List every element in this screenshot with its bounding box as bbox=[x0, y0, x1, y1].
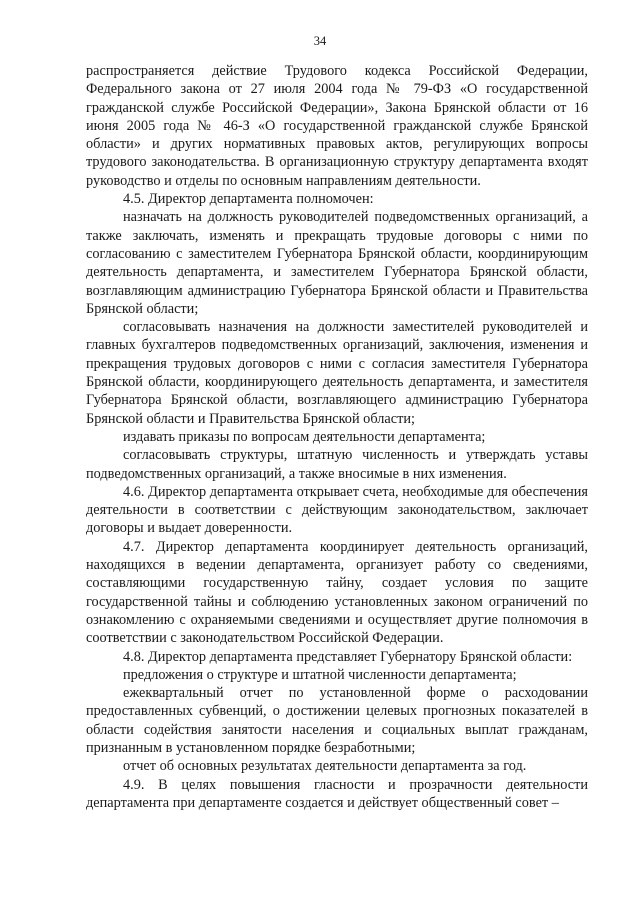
paragraph: согласовывать назначения на должности заместителей руководителей и главных бухгалтеров подведомственных организаций, заключения, изменения и прекращения трудовых договоров с ними с согласия заместителя Губернатора Брянской области, координирующего деятельность департамента, и заместителя Губернатора Брянской области, возглавляющего администрацию Губернатора Брянской области и Правительства Брянской области; bbox=[86, 319, 588, 427]
document-body bbox=[86, 62, 588, 812]
paragraph: 4.8. Директор департамента представляет Губернатору Брянской области: bbox=[123, 648, 573, 665]
paragraph: предложения о структуре и штатной численности департамента; bbox=[123, 666, 517, 683]
paragraph: 4.7. Директор департамента координирует деятельность организаций, находящихся в ведении департамента, организует работу со сведениями, составляющими государственную тайну, создает условия по защите государственной тайны и соблюдению установленных законом ограничений по ознакомлению с охраняемыми сведениями и осуществляет другие полномочия в соответствии с законодательством Российской Федерации. bbox=[86, 538, 588, 647]
paragraph: 4.6. Директор департамента открывает счета, необходимые для обеспечения деятельности в соответствии с действующим законодательством, заключает договоры и выдает доверенности. bbox=[86, 483, 588, 537]
paragraph: распространяется действие Трудового кодекса Российской Федерации, Федерального закона от 27 июля 2004 года № 79-ФЗ «О государственной гражданской службе Российской Федерации», Закона Брянской области от 16 июня 2005 года № 46-З «О государственной гражданской службе Брянской области» и других нормативных правовых актов, регулирующих вопросы трудового законодательства. В организационную структуру департамента входят руководство и отделы по основным направлениям деятельности. bbox=[86, 63, 588, 189]
page-number: 34 bbox=[313, 34, 327, 48]
paragraph: назначать на должность руководителей подведомственных организаций, а также заключать, изменять и прекращать трудовые договоры с ними по согласованию с заместителем Губернатора Брянской области, координирующим деятельность департамента, и заместителем Губернатора Брянской области, возглавляющим администрацию Губернатора Брянской области и Правительства Брянской области; bbox=[86, 209, 588, 317]
paragraph: отчет об основных результатах деятельности департамента за год. bbox=[123, 758, 527, 775]
paragraph: 4.5. Директор департамента полномочен: bbox=[123, 191, 374, 208]
paragraph: ежеквартальный отчет по установленной форме о расходовании предоставленных субвенций, о достижении целевых прогнозных показателей в области содействия занятости населения и социальных выплат гражданам, признанным в установленном порядке безработными; bbox=[86, 685, 588, 756]
paragraph: издавать приказы по вопросам деятельности департамента; bbox=[123, 428, 486, 445]
paragraph: 4.9. В целях повышения гласности и прозрачности деятельности департамента при департаменте создается и действует общественный совет – bbox=[86, 776, 588, 811]
paragraph: согласовывать структуры, штатную численность и утверждать уставы подведомственных организаций, а также вносимые в них изменения. bbox=[86, 447, 588, 482]
